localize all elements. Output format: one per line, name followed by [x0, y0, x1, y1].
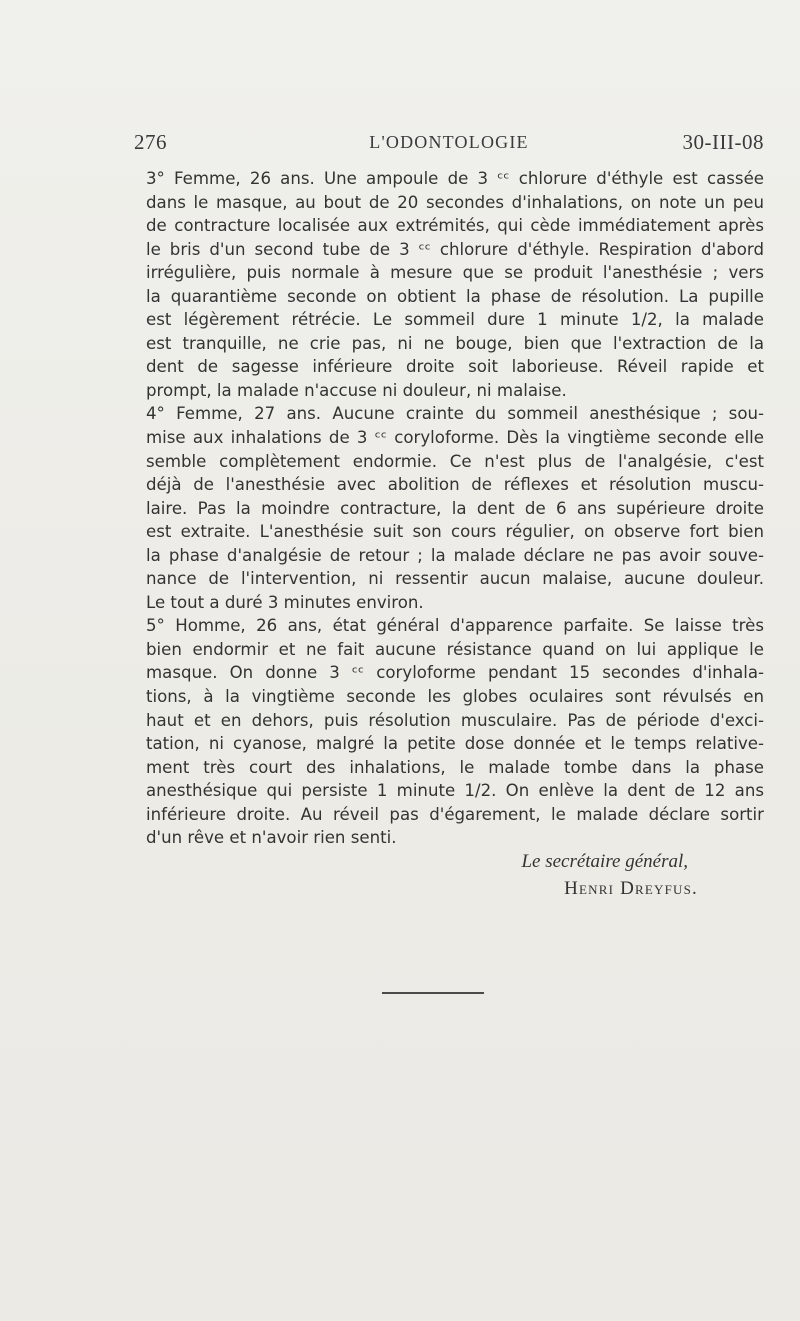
- text-line: déjà de l'anesthésie avec abolition de réflexes et résolution muscu-: [146, 475, 764, 495]
- signature-name: Henri Dreyfus.: [564, 878, 698, 899]
- text-line: anesthésique qui persiste 1 minute 1/2. On enlève la dent de 12 ans: [146, 781, 764, 801]
- text-line: est extraite. L'anesthésie suit son cours régulier, on observe fort bien: [146, 522, 764, 542]
- text-line: la quarantième seconde on obtient la phase de résolution. La pupille: [146, 286, 764, 306]
- text-line: prompt, la malade n'accuse ni douleur, ni malaise.: [146, 380, 567, 400]
- running-title: L'ODONTOLOGIE: [369, 132, 529, 152]
- text-line: la phase d'analgésie de retour ; la malade déclare ne pas avoir souve-: [146, 545, 764, 565]
- text-line: nance de l'intervention, ni ressentir aucun malaise, aucune douleur.: [146, 569, 764, 589]
- page-header: [134, 130, 764, 160]
- text-line: inférieure droite. Au réveil pas d'égarement, le malade déclare sortir: [146, 804, 764, 824]
- text-line: tions, à la vingtième seconde les globes oculaires sont révulsés en: [146, 687, 764, 707]
- text-line: dent de sagesse inférieure droite soit laborieuse. Réveil rapide et: [146, 357, 764, 377]
- text-line: mise aux inhalations de 3 ᶜᶜ coryloforme. Dès la vingtième seconde elle: [146, 428, 764, 448]
- body-text: [137, 167, 764, 850]
- text-line: de contracture localisée aux extrémités, qui cède immédiatement après: [146, 216, 764, 236]
- text-line: tation, ni cyanose, malgré la petite dose donnée et le temps relative-: [146, 734, 764, 754]
- page-number: 276: [134, 130, 167, 154]
- text-line: masque. On donne 3 ᶜᶜ coryloforme pendant 15 secondes d'inhala-: [146, 663, 764, 683]
- text-line: semble complètement endormie. Ce n'est plus de l'analgésie, c'est: [146, 451, 764, 471]
- signature-role: Le secrétaire général,: [521, 851, 688, 872]
- text-line: est légèrement rétrécie. Le sommeil dure 1 minute 1/2, la malade: [146, 310, 764, 330]
- signature-block: [420, 848, 700, 902]
- text-line: d'un rêve et n'avoir rien senti.: [146, 828, 397, 848]
- text-line: haut et en dehors, puis résolution musculaire. Pas de période d'exci-: [146, 710, 764, 730]
- paragraph-case-4: [137, 402, 764, 614]
- text-line: irrégulière, puis normale à mesure que se produit l'anesthésie ; vers: [146, 263, 764, 283]
- issue-date: 30-III-08: [682, 130, 764, 154]
- paragraph-case-3: [137, 167, 764, 402]
- text-line: 4° Femme, 27 ans. Aucune crainte du sommeil anesthésique ; sou-: [146, 404, 764, 424]
- text-line: Le tout a duré 3 minutes environ.: [146, 592, 424, 612]
- text-line: ment très court des inhalations, le malade tombe dans la phase: [146, 757, 764, 777]
- text-line: est tranquille, ne crie pas, ni ne bouge, bien que l'extraction de la: [146, 333, 764, 353]
- text-line: bien endormir et ne fait aucune résistance quand on lui applique le: [146, 639, 764, 659]
- text-line: laire. Pas la moindre contracture, la dent de 6 ans supérieure droite: [146, 498, 764, 518]
- text-line: dans le masque, au bout de 20 secondes d'inhalations, on note un peu: [146, 192, 764, 212]
- text-line: 3° Femme, 26 ans. Une ampoule de 3 ᶜᶜ chlorure d'éthyle est cassée: [146, 169, 764, 188]
- text-line: le bris d'un second tube de 3 ᶜᶜ chlorure d'éthyle. Respiration d'abord: [146, 239, 764, 259]
- paragraph-case-5: [137, 614, 764, 849]
- end-rule: [382, 992, 484, 994]
- text-line: 5° Homme, 26 ans, état général d'apparence parfaite. Se laisse très: [146, 616, 764, 636]
